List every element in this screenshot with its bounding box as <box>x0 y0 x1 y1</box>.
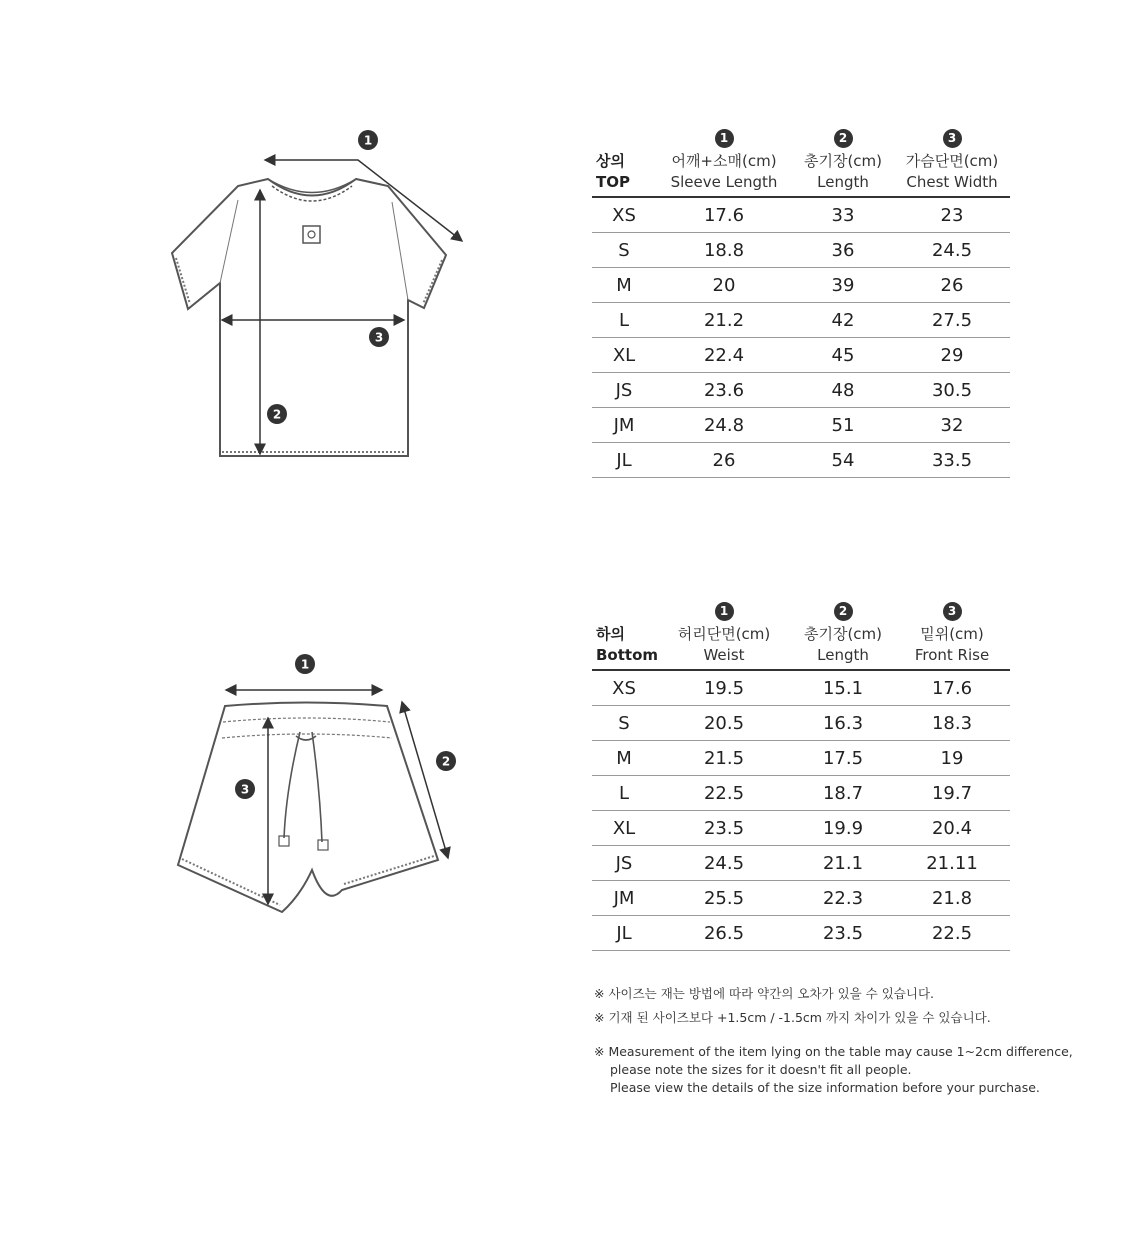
value-cell: 30.5 <box>894 373 1010 408</box>
category-label: 상의 TOP <box>592 148 656 197</box>
value-cell: 26.5 <box>656 916 792 951</box>
value-cell: 23 <box>894 197 1010 233</box>
size-cell: S <box>592 233 656 268</box>
value-cell: 21.11 <box>894 846 1010 881</box>
value-cell: 19 <box>894 741 1010 776</box>
value-cell: 22.3 <box>792 881 894 916</box>
marker-3-icon <box>235 779 255 799</box>
size-cell: XL <box>592 338 656 373</box>
top-size-table <box>592 118 1010 478</box>
value-cell: 20 <box>656 268 792 303</box>
size-cell: XS <box>592 197 656 233</box>
value-cell: 32 <box>894 408 1010 443</box>
value-cell: 33 <box>792 197 894 233</box>
value-cell: 51 <box>792 408 894 443</box>
column-marker-2-icon: 2 <box>834 129 853 148</box>
value-cell: 17.5 <box>792 741 894 776</box>
note-en-3: Please view the details of the size information before your purchase. <box>610 1080 1040 1095</box>
value-cell: 19.7 <box>894 776 1010 811</box>
size-cell: XL <box>592 811 656 846</box>
value-cell: 15.1 <box>792 670 894 706</box>
value-cell: 26 <box>656 443 792 478</box>
measurement-notes <box>594 985 1073 1097</box>
value-cell: 39 <box>792 268 894 303</box>
value-cell: 17.6 <box>894 670 1010 706</box>
note-ko-2: ※ 기재 된 사이즈보다 +1.5cm / -1.5cm 까지 차이가 있을 수 있습니다. <box>594 1010 991 1025</box>
value-cell: 27.5 <box>894 303 1010 338</box>
size-cell: JM <box>592 881 656 916</box>
table-row <box>592 443 1010 478</box>
value-cell: 22.5 <box>894 916 1010 951</box>
column-header-length: 총기장(cm) Length <box>792 621 894 670</box>
value-cell: 24.5 <box>894 233 1010 268</box>
table-row <box>592 881 1010 916</box>
size-cell: L <box>592 776 656 811</box>
table-row <box>592 197 1010 233</box>
size-cell: S <box>592 706 656 741</box>
svg-text:2: 2 <box>441 754 451 769</box>
marker-2-icon <box>267 404 287 424</box>
table-row <box>592 916 1010 951</box>
value-cell: 19.9 <box>792 811 894 846</box>
value-cell: 21.8 <box>894 881 1010 916</box>
size-cell: JL <box>592 443 656 478</box>
marker-2-icon <box>436 751 456 771</box>
note-ko-1: ※ 사이즈는 재는 방법에 따라 약간의 오차가 있을 수 있습니다. <box>594 986 935 1001</box>
table-row <box>592 338 1010 373</box>
value-cell: 20.4 <box>894 811 1010 846</box>
table-row <box>592 846 1010 881</box>
svg-text:3: 3 <box>240 782 250 797</box>
value-cell: 22.5 <box>656 776 792 811</box>
size-cell: L <box>592 303 656 338</box>
value-cell: 19.5 <box>656 670 792 706</box>
table-row <box>592 303 1010 338</box>
value-cell: 23.6 <box>656 373 792 408</box>
size-cell: M <box>592 741 656 776</box>
value-cell: 20.5 <box>656 706 792 741</box>
value-cell: 16.3 <box>792 706 894 741</box>
value-cell: 23.5 <box>656 811 792 846</box>
column-header-sleeve-length: 어깨+소매(cm) Sleeve Length <box>656 148 792 197</box>
value-cell: 18.7 <box>792 776 894 811</box>
value-cell: 25.5 <box>656 881 792 916</box>
value-cell: 21.1 <box>792 846 894 881</box>
tshirt-diagram <box>0 0 560 520</box>
column-header-front-rise: 밑위(cm) Front Rise <box>894 621 1010 670</box>
column-header-chest-width: 가슴단면(cm) Chest Width <box>894 148 1010 197</box>
column-marker-2-icon: 2 <box>834 602 853 621</box>
value-cell: 48 <box>792 373 894 408</box>
svg-text:2: 2 <box>272 407 282 422</box>
svg-text:1: 1 <box>363 133 373 148</box>
value-cell: 45 <box>792 338 894 373</box>
value-cell: 26 <box>894 268 1010 303</box>
size-cell: XS <box>592 670 656 706</box>
svg-text:1: 1 <box>300 657 310 672</box>
table-row <box>592 670 1010 706</box>
shorts-diagram <box>0 600 560 940</box>
table-row <box>592 408 1010 443</box>
size-cell: JS <box>592 373 656 408</box>
size-cell: JM <box>592 408 656 443</box>
bottom-size-table <box>592 591 1010 951</box>
table-row <box>592 233 1010 268</box>
column-marker-3-icon: 3 <box>943 129 962 148</box>
marker-3-icon <box>369 327 389 347</box>
size-cell: JS <box>592 846 656 881</box>
value-cell: 21.2 <box>656 303 792 338</box>
value-cell: 24.8 <box>656 408 792 443</box>
column-header-waist: 허리단면(cm) Weist <box>656 621 792 670</box>
value-cell: 33.5 <box>894 443 1010 478</box>
note-en-1: ※ Measurement of the item lying on the table may cause 1~2cm difference, <box>594 1044 1073 1059</box>
value-cell: 17.6 <box>656 197 792 233</box>
size-cell: M <box>592 268 656 303</box>
table-row <box>592 268 1010 303</box>
column-marker-3-icon: 3 <box>943 602 962 621</box>
value-cell: 29 <box>894 338 1010 373</box>
size-cell: JL <box>592 916 656 951</box>
table-row <box>592 776 1010 811</box>
value-cell: 54 <box>792 443 894 478</box>
tshirt-outline <box>172 179 446 456</box>
value-cell: 22.4 <box>656 338 792 373</box>
table-row <box>592 811 1010 846</box>
value-cell: 23.5 <box>792 916 894 951</box>
value-cell: 42 <box>792 303 894 338</box>
column-marker-1-icon: 1 <box>715 602 734 621</box>
value-cell: 18.8 <box>656 233 792 268</box>
category-label: 하의 Bottom <box>592 621 656 670</box>
value-cell: 21.5 <box>656 741 792 776</box>
value-cell: 24.5 <box>656 846 792 881</box>
column-header-length: 총기장(cm) Length <box>792 148 894 197</box>
value-cell: 18.3 <box>894 706 1010 741</box>
column-marker-1-icon: 1 <box>715 129 734 148</box>
tshirt-tag-icon <box>303 226 320 243</box>
marker-1-icon <box>295 654 315 674</box>
table-row <box>592 706 1010 741</box>
table-row <box>592 741 1010 776</box>
marker-1-icon <box>358 130 378 150</box>
table-row <box>592 373 1010 408</box>
value-cell: 36 <box>792 233 894 268</box>
note-en-2: please note the sizes for it doesn't fit all people. <box>610 1062 912 1077</box>
svg-text:3: 3 <box>374 330 384 345</box>
